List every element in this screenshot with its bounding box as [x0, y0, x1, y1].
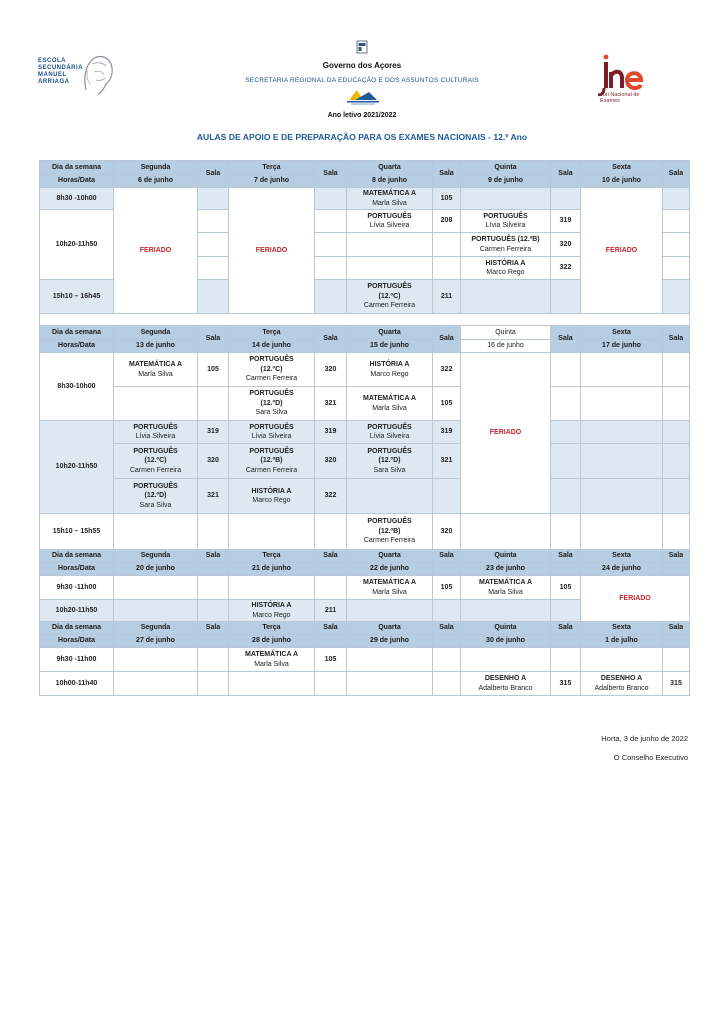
week2-header-dates	[40, 340, 690, 353]
time-slot: 10h00-11h40	[40, 672, 114, 696]
day-friday: Sexta	[581, 550, 663, 563]
weekday-label: Dia da semana	[40, 550, 114, 563]
room-cell: 320	[315, 444, 347, 479]
room-label: Sala	[198, 161, 229, 188]
class-cell: HISTÓRIA A Marco Rego	[461, 257, 551, 280]
day-wednesday: Quarta	[347, 622, 433, 635]
room-cell: 320	[433, 514, 461, 550]
holiday-cell: FERIADO	[229, 188, 315, 314]
table-row	[40, 421, 690, 444]
day-thursday: Quinta	[461, 622, 551, 635]
table-row	[40, 479, 690, 514]
room-cell: 320	[198, 444, 229, 479]
class-cell: PORTUGUÊS (12.ºD) Sara Silva	[347, 444, 433, 479]
table-row	[40, 444, 690, 479]
table-row	[40, 188, 690, 210]
weekday-label: Dia da semana	[40, 326, 114, 340]
day-monday: Segunda	[114, 161, 198, 175]
class-cell: PORTUGUÊS Lívia Silveira	[347, 210, 433, 233]
date-cell: 7 de junho	[229, 175, 315, 188]
room-label: Sala	[551, 622, 581, 635]
date-cell: 10 de junho	[581, 175, 663, 188]
date-cell: 13 de junho	[114, 340, 198, 353]
week4-header-days	[40, 622, 690, 635]
room-cell: 211	[433, 280, 461, 314]
date-cell: 6 de junho	[114, 175, 198, 188]
room-label: Sala	[198, 622, 229, 635]
day-monday: Segunda	[114, 622, 198, 635]
day-tuesday: Terça	[229, 326, 315, 340]
room-cell: 319	[315, 421, 347, 444]
class-cell: MATEMÁTICA A Marla Silva	[347, 387, 433, 421]
date-cell: 28 de junho	[229, 635, 315, 648]
class-cell: PORTUGUÊS (12.ºD) Sara Silva	[229, 387, 315, 421]
day-monday: Segunda	[114, 550, 198, 563]
class-cell: PORTUGUÊS (12.ºC) Carmen Ferreira	[229, 353, 315, 387]
class-cell: MATEMÁTICA A Marla Silva	[229, 648, 315, 672]
holiday-cell: FERIADO	[581, 576, 690, 622]
date-cell: 8 de junho	[347, 175, 433, 188]
class-cell: DESENHO A Adalberto Branco	[581, 672, 663, 696]
time-slot: 10h20-11h50	[40, 600, 114, 622]
room-cell: 105	[433, 387, 461, 421]
day-friday: Sexta	[581, 326, 663, 340]
time-slot: 9h30 -11h00	[40, 648, 114, 672]
room-label: Sala	[433, 161, 461, 188]
room-cell: 208	[433, 210, 461, 233]
table-row	[40, 387, 690, 421]
date-cell: 22 de junho	[347, 563, 433, 576]
class-cell: PORTUGUÊS Lívia Silveira	[461, 210, 551, 233]
room-label: Sala	[433, 550, 461, 563]
class-cell: HISTÓRIA A Marco Rego	[229, 479, 315, 514]
room-label: Sala	[315, 161, 347, 188]
table-row	[40, 576, 690, 600]
day-tuesday: Terça	[229, 161, 315, 175]
class-cell: DESENHO A Adalberto Branco	[461, 672, 551, 696]
weekday-label: Dia da semana	[40, 622, 114, 635]
time-slot: 10h20-11h50	[40, 421, 114, 514]
day-monday: Segunda	[114, 326, 198, 340]
room-cell: 105	[315, 648, 347, 672]
school-name: ESCOLA SECUNDÁRIA MANUEL ARRIAGA	[38, 58, 83, 85]
date-cell: 20 de junho	[114, 563, 198, 576]
date-cell: 30 de junho	[461, 635, 551, 648]
place-date: Horta, 3 de junho de 2022	[601, 734, 688, 743]
class-cell: MATEMÁTICA A Marla Silva	[461, 576, 551, 600]
room-label: Sala	[551, 161, 581, 188]
week2-header-days	[40, 326, 690, 340]
week4-header-dates	[40, 635, 690, 648]
class-cell: PORTUGUÊS Lívia Silveira	[114, 421, 198, 444]
date-cell: 15 de junho	[347, 340, 433, 353]
date-cell: 23 de junho	[461, 563, 551, 576]
room-label: Sala	[315, 326, 347, 353]
class-cell: PORTUGUÊS (12.ºC) Carmen Ferreira	[114, 444, 198, 479]
jne-name: Júri Nacional de Exames	[600, 92, 640, 104]
hours-label: Horas/Data	[40, 175, 114, 188]
azores-crest-icon	[355, 40, 369, 54]
time-slot: 15h10 – 16h45	[40, 280, 114, 314]
hours-label: Horas/Data	[40, 635, 114, 648]
week1-header-days	[40, 161, 690, 175]
school-year: Ano letivo 2021/2022	[327, 112, 397, 119]
room-label: Sala	[433, 326, 461, 353]
secretariat-name: SECRETARIA REGIONAL DA EDUCAÇÃO E DOS ASSUNTOS CULTURAIS	[245, 77, 479, 84]
day-thursday: Quinta	[461, 326, 551, 340]
room-cell: 319	[433, 421, 461, 444]
holiday-cell: FERIADO	[114, 188, 198, 314]
day-wednesday: Quarta	[347, 161, 433, 175]
table-row	[40, 353, 690, 387]
time-slot: 10h20-11h50	[40, 210, 114, 280]
room-cell: 315	[663, 672, 690, 696]
room-label: Sala	[663, 161, 690, 188]
class-cell: MATEMÁTICA A Marla Silva	[347, 576, 433, 600]
date-cell: 27 de junho	[114, 635, 198, 648]
time-slot: 8h30-10h00	[40, 353, 114, 421]
table-row	[40, 648, 690, 672]
room-label: Sala	[663, 326, 690, 353]
day-wednesday: Quarta	[347, 550, 433, 563]
room-cell: 322	[433, 353, 461, 387]
room-cell: 319	[198, 421, 229, 444]
date-cell: 14 de junho	[229, 340, 315, 353]
room-cell: 322	[315, 479, 347, 514]
room-label: Sala	[198, 326, 229, 353]
room-label: Sala	[433, 622, 461, 635]
time-slot: 9h30 -11h00	[40, 576, 114, 600]
room-cell: 320	[315, 353, 347, 387]
day-friday: Sexta	[581, 622, 663, 635]
room-label: Sala	[315, 622, 347, 635]
room-cell: 105	[551, 576, 581, 600]
day-thursday: Quinta	[461, 161, 551, 175]
table-row	[40, 514, 690, 550]
government-name: Governo dos Açores	[322, 61, 402, 70]
room-label: Sala	[551, 550, 581, 563]
class-cell: PORTUGUÊS Lívia Silveira	[347, 421, 433, 444]
time-slot: 8h30 -10h00	[40, 188, 114, 210]
class-cell: PORTUGUÊS (12.ºD) Sara Silva	[114, 479, 198, 514]
day-tuesday: Terça	[229, 622, 315, 635]
class-cell: PORTUGUÊS (12.ºB) Carmen Ferreira	[229, 444, 315, 479]
hours-label: Horas/Data	[40, 563, 114, 576]
table-row	[40, 672, 690, 696]
room-label: Sala	[315, 550, 347, 563]
jne-logo	[598, 54, 654, 104]
room-cell: 105	[433, 188, 461, 210]
date-cell: 9 de junho	[461, 175, 551, 188]
class-cell: HISTÓRIA A Marco Rego	[229, 600, 315, 622]
day-wednesday: Quarta	[347, 326, 433, 340]
room-label: Sala	[663, 550, 690, 563]
room-cell: 320	[551, 233, 581, 257]
day-friday: Sexta	[581, 161, 663, 175]
holiday-cell: FERIADO	[581, 188, 663, 314]
room-cell: 321	[315, 387, 347, 421]
week1-header-dates	[40, 175, 690, 188]
time-slot: 15h10 – 15h55	[40, 514, 114, 550]
room-label: Sala	[198, 550, 229, 563]
schedule-table	[39, 160, 690, 696]
hours-label: Horas/Data	[40, 340, 114, 353]
room-cell: 322	[551, 257, 581, 280]
holiday-cell: FERIADO	[461, 353, 551, 514]
date-cell: 21 de junho	[229, 563, 315, 576]
room-label: Sala	[551, 326, 581, 353]
room-cell: 105	[198, 353, 229, 387]
week3-header-days	[40, 550, 690, 563]
room-cell: 315	[551, 672, 581, 696]
room-label: Sala	[663, 622, 690, 635]
signature: O Conselho Executivo	[613, 753, 688, 762]
room-cell: 321	[433, 444, 461, 479]
class-cell: PORTUGUÊS Lívia Silveira	[229, 421, 315, 444]
room-cell: 211	[315, 600, 347, 622]
class-cell: MATEMÁTICA A Marla Silva	[347, 188, 433, 210]
date-cell: 1 de julho	[581, 635, 663, 648]
weekday-label: Dia da semana	[40, 161, 114, 175]
room-cell: 319	[551, 210, 581, 233]
class-cell: MATEMÁTICA A Marla Silva	[114, 353, 198, 387]
day-tuesday: Terça	[229, 550, 315, 563]
date-cell: 24 de junho	[581, 563, 663, 576]
education-logo-icon	[329, 86, 395, 106]
class-cell: PORTUGUÊS (12.ºC) Carmen Ferreira	[347, 280, 433, 314]
date-cell: 16 de junho	[461, 340, 551, 353]
room-cell: 105	[433, 576, 461, 600]
class-cell: PORTUGUÊS (12.ºB) Carmen Ferreira	[347, 514, 433, 550]
week3-header-dates	[40, 563, 690, 576]
page-title: AULAS DE APOIO E DE PREPARAÇÃO PARA OS EXAMES NACIONAIS - 12.º Ano	[196, 132, 528, 142]
class-cell: HISTÓRIA A Marco Rego	[347, 353, 433, 387]
date-cell: 17 de junho	[581, 340, 663, 353]
class-cell: PORTUGUÊS (12.ºB) Carmen Ferreira	[461, 233, 551, 257]
date-cell: 29 de junho	[347, 635, 433, 648]
room-cell: 321	[198, 479, 229, 514]
day-thursday: Quinta	[461, 550, 551, 563]
